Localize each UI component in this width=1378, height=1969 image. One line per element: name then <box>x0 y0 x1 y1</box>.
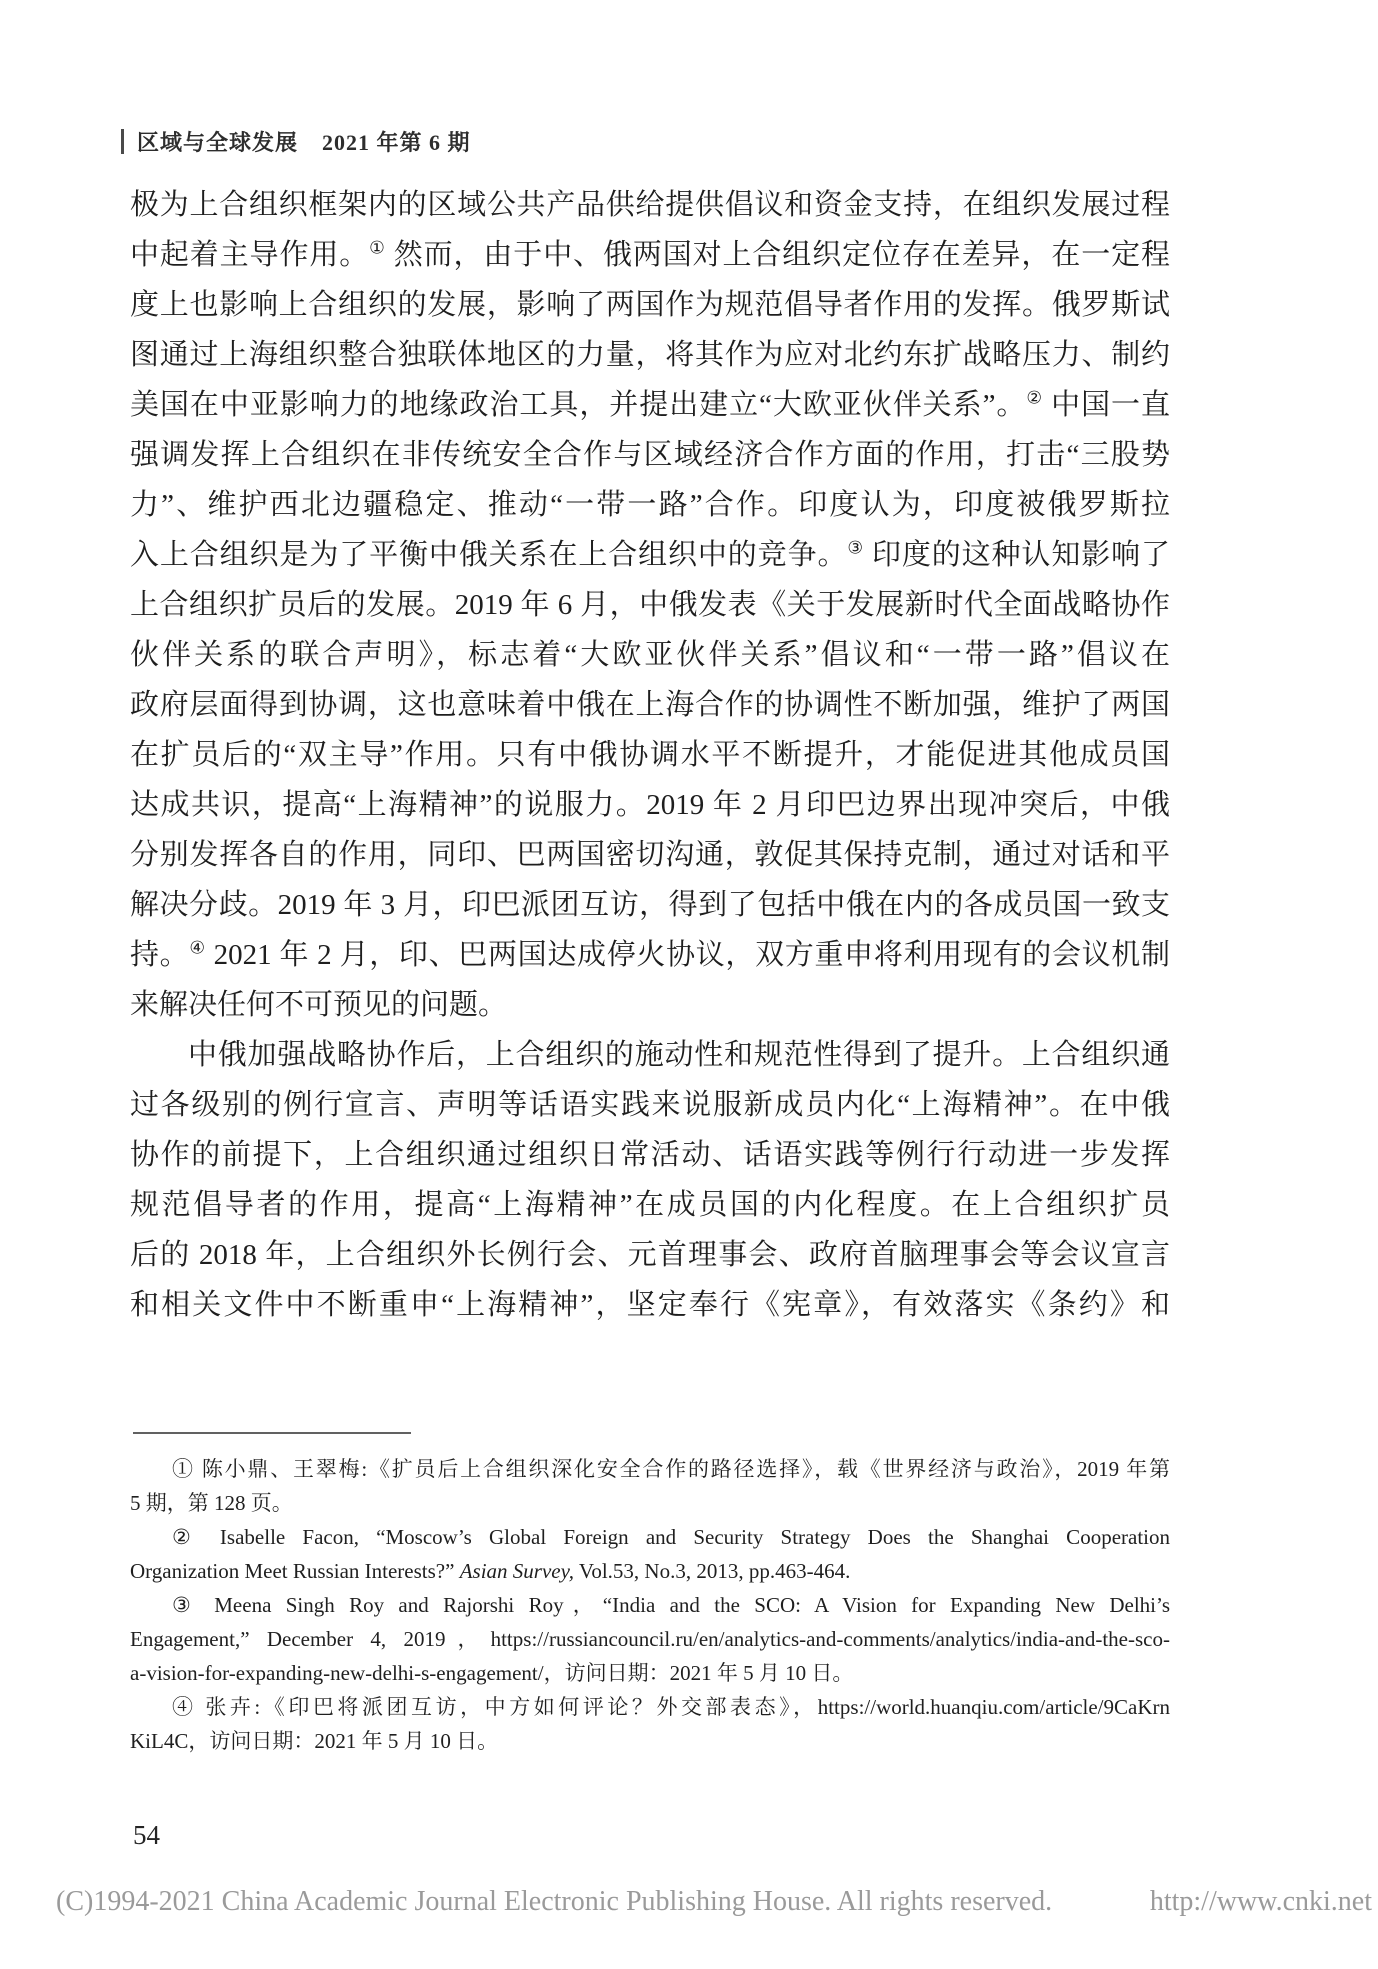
copyright-url: http://www.cnki.net <box>1149 1886 1372 1917</box>
body-line: 分别发挥各自的作用，同印、巴两国密切沟通，敦促其保持克制，通过对话和平 <box>130 839 1170 871</box>
body-line: 伙伴关系的联合声明》，标志着“大欧亚伙伴关系”倡议和“一带一路”倡议在 <box>130 639 1170 671</box>
footnote-text: ① 陈小鼎、王翠梅:《扩员后上合组织深化安全合作的路径选择》，载《世界经济与政治》，2019 年第 <box>172 1457 1170 1481</box>
footnote-text: a-vision-for-expanding-new-delhi-s-engagement/，访问日期：2021 年 5 月 10 日。 <box>130 1661 854 1685</box>
footnote-text: ② Isabelle Facon, “Moscow’s Global Foreign and Security Strategy Does the Shanghai Cooperation <box>172 1525 1170 1549</box>
body-line: 协作的前提下，上合组织通过组织日常活动、话语实践等例行行动进一步发挥 <box>130 1139 1170 1171</box>
footnote-line <box>130 1622 1170 1656</box>
footnote-divider <box>133 1432 411 1434</box>
footnote-ref: ② <box>1026 387 1043 408</box>
footnote-ref: ③ <box>847 537 864 558</box>
footnote-line <box>130 1452 1170 1486</box>
footnote-text: 5 期，第 128 页。 <box>130 1491 293 1515</box>
body-line: 极为上合组织框架内的区域公共产品供给提供倡议和资金支持，在组织发展过程 <box>130 189 1170 221</box>
footnote-text: Engagement,” December 4, 2019，https://russiancouncil.ru/en/analytics-and-comments/analytics/india-and-the-sco- <box>130 1627 1170 1651</box>
footnote-italic-text: Asian Survey, <box>459 1559 574 1583</box>
body-line: 中俄加强战略协作后，上合组织的施动性和规范性得到了提升。上合组织通 <box>188 1039 1170 1071</box>
article-body <box>130 180 1170 1330</box>
header-rule-icon <box>121 129 124 154</box>
body-line: 在扩员后的“双主导”作用。只有中俄协调水平不断提升，才能促进其他成员国 <box>130 739 1170 771</box>
body-line: 强调发挥上合组织在非传统安全合作与区域经济合作方面的作用，打击“三股势 <box>130 439 1170 471</box>
footnote-line <box>130 1588 1170 1622</box>
footnote-text: Vol.53, No.3, 2013, pp.463-464. <box>574 1559 851 1583</box>
body-line: 规范倡导者的作用，提高“上海精神”在成员国的内化程度。在上合组织扩员 <box>130 1189 1170 1221</box>
journal-title: 区域与全球发展 <box>137 130 299 155</box>
footnote-text: ③ Meena Singh Roy and Rajorshi Roy，“India and the SCO: A Vision for Expanding New Delhi’s <box>172 1593 1170 1617</box>
footnotes <box>130 1452 1170 1758</box>
body-line: 持。④ 2021 年 2 月，印、巴两国达成停火协议，双方重申将利用现有的会议机制 <box>130 937 1170 971</box>
body-line: 美国在中亚影响力的地缘政治工具，并提出建立“大欧亚伙伴关系”。② 中国一直 <box>130 387 1170 421</box>
footnote-ref: ① <box>369 237 386 258</box>
body-line: 力”、维护西北边疆稳定、推动“一带一路”合作。印度认为，印度被俄罗斯拉 <box>130 489 1170 521</box>
body-line: 入上合组织是为了平衡中俄关系在上合组织中的竞争。③ 印度的这种认知影响了 <box>130 537 1170 571</box>
body-line: 来解决任何不可预见的问题。 <box>130 989 508 1021</box>
footnote-line <box>130 1554 1170 1588</box>
footnote-line <box>130 1690 1170 1724</box>
body-line: 上合组织扩员后的发展。2019 年 6 月，中俄发表《关于发展新时代全面战略协作 <box>130 589 1170 621</box>
footnote-line <box>130 1724 1170 1758</box>
body-line: 和相关文件中不断重申“上海精神”，坚定奉行《宪章》，有效落实《条约》和 <box>130 1289 1170 1321</box>
body-line: 后的 2018 年，上合组织外长例行会、元首理事会、政府首脑理事会等会议宣言 <box>130 1239 1170 1271</box>
journal-issue: 2021 年第 6 期 <box>322 130 471 155</box>
body-line: 过各级别的例行宣言、声明等话语实践来说服新成员内化“上海精神”。在中俄 <box>130 1089 1170 1121</box>
body-line: 中起着主导作用。① 然而，由于中、俄两国对上合组织定位存在差异，在一定程 <box>130 237 1170 271</box>
copyright-text: (C)1994-2021 China Academic Journal Electronic Publishing House. All rights reserved. <box>56 1886 1053 1917</box>
copyright-footer <box>56 1886 1372 1918</box>
body-line: 图通过上海组织整合独联体地区的力量，将其作为应对北约东扩战略压力、制约 <box>130 339 1170 371</box>
footnote-line <box>130 1656 1170 1690</box>
body-line: 政府层面得到协调，这也意味着中俄在上海合作的协调性不断加强，维护了两国 <box>130 689 1170 721</box>
footnote-line <box>130 1486 1170 1520</box>
body-line: 度上也影响上合组织的发展，影响了两国作为规范倡导者作用的发挥。俄罗斯试 <box>130 289 1170 321</box>
body-line: 解决分歧。2019 年 3 月，印巴派团互访，得到了包括中俄在内的各成员国一致支 <box>130 889 1170 921</box>
footnote-line <box>130 1520 1170 1554</box>
page-header <box>121 126 471 157</box>
page-number: 54 <box>133 1820 160 1850</box>
footnote-ref: ④ <box>189 937 206 958</box>
footnote-text: Organization Meet Russian Interests?” <box>130 1559 460 1583</box>
body-line: 达成共识，提高“上海精神”的说服力。2019 年 2 月印巴边界出现冲突后，中俄 <box>130 789 1170 821</box>
footnote-text: KiL4C，访问日期：2021 年 5 月 10 日。 <box>130 1729 499 1753</box>
footnote-text: ④ 张卉:《印巴将派团互访，中方如何评论？外交部表态》，https://world.huanqiu.com/article/9CaKrn <box>172 1695 1170 1719</box>
